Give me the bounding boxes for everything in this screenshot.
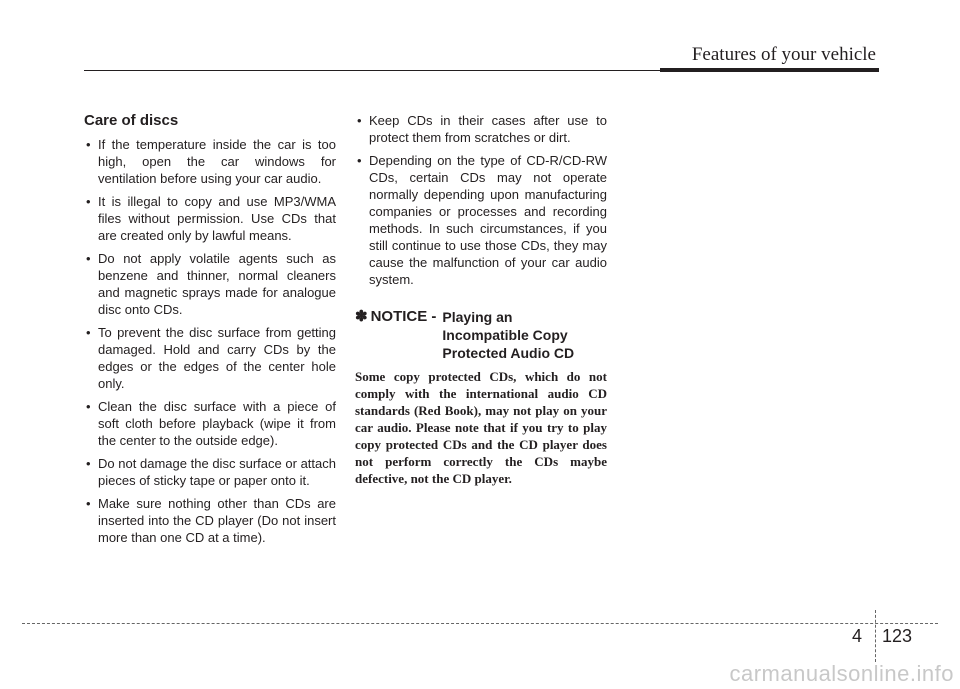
list-item: • Do not apply volatile agents such as benzene and thinner, normal cleaners and magnetic sprays made for analogue disc onto CDs.: [84, 250, 336, 318]
care-list-continued: [355, 112, 607, 288]
notice-title-line: Protected Audio CD: [442, 345, 575, 361]
list-item: • It is illegal to copy and use MP3/WMA files without permission. Use CDs that are created only by lawful means.: [84, 193, 336, 244]
chapter-number: 4: [852, 626, 863, 646]
list-item: • If the temperature inside the car is too high, open the car windows for ventilation before using your car audio.: [84, 136, 336, 187]
watermark: carmanualsonline.info: [729, 661, 954, 686]
right-column: [355, 112, 607, 487]
notice-star-icon: ✽: [355, 308, 368, 325]
footer-divider: [875, 610, 876, 662]
page-number: 123: [882, 626, 913, 646]
list-item: • Do not damage the disc surface or attach pieces of sticky tape or paper onto it.: [84, 455, 336, 489]
left-column: [84, 112, 336, 552]
care-list: [84, 136, 336, 546]
header-rule-accent: [660, 68, 879, 72]
notice-label-wrap: [355, 308, 436, 326]
notice-title-line: Playing an: [442, 309, 513, 325]
notice-body: Some copy protected CDs, which do not comply with the international audio CD standards (Red Book), may not play on your car audio. Please note that if you try to play copy protected CDs and the CD player does not perform correctly the CDs maybe defective, not the CD player.: [355, 369, 607, 486]
notice-title: [442, 308, 574, 362]
notice-title-line: Incompatible Copy: [442, 327, 568, 343]
list-item: • Clean the disc surface with a piece of soft cloth before playback (wipe it from the center to the outside edge).: [84, 398, 336, 449]
list-item: • Keep CDs in their cases after use to protect them from scratches or dirt.: [355, 112, 607, 146]
notice-heading: [355, 308, 607, 362]
list-item: • To prevent the disc surface from getting damaged. Hold and carry CDs by the edges or the edges of the center hole only.: [84, 324, 336, 392]
list-item: • Make sure nothing other than CDs are inserted into the CD player (Do not insert more than one CD at a time).: [84, 495, 336, 546]
notice-label: NOTICE -: [370, 308, 437, 325]
section-title: Care of discs: [84, 112, 179, 129]
list-item: • Depending on the type of CD-R/CD-RW CDs, certain CDs may not operate normally depending upon manufacturing companies or processes and recording methods. In such circumstances, if you still continue to use those CDs, they may cause the malfunction of your car audio system.: [355, 152, 607, 288]
header-title: Features of your vehicle: [691, 44, 876, 65]
footer-rule: [22, 623, 938, 624]
